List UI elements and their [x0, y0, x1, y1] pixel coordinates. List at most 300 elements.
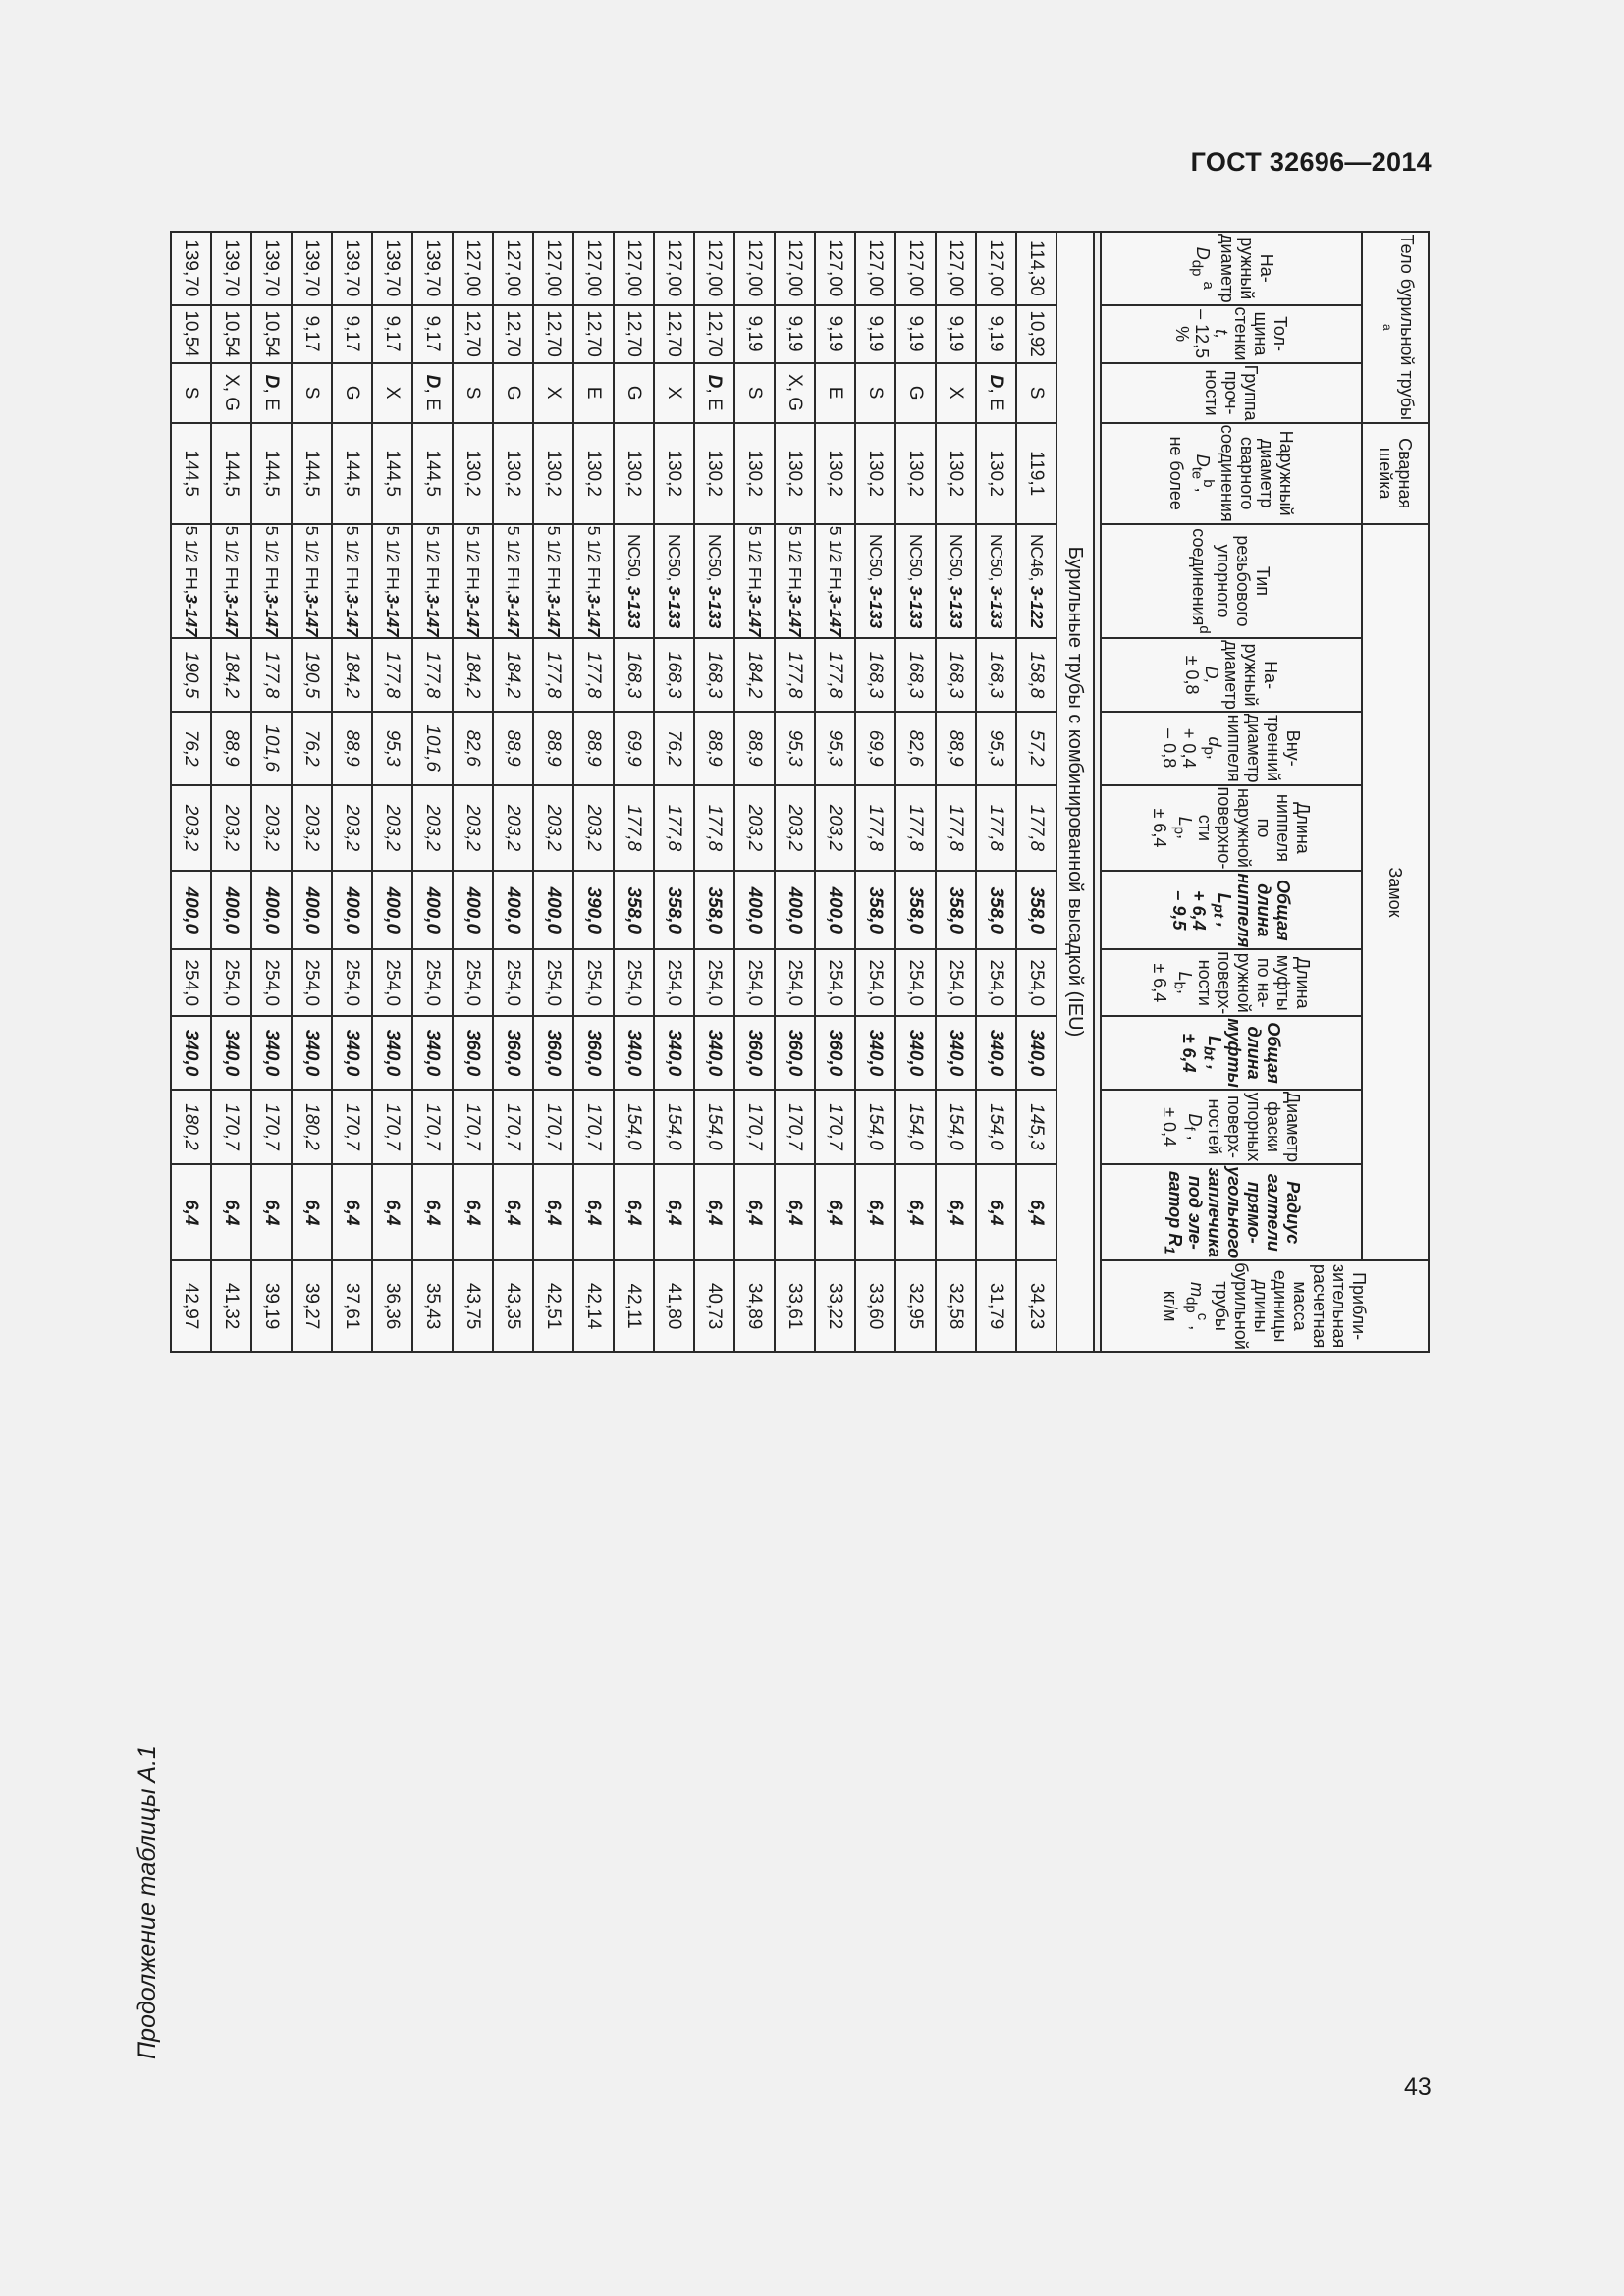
cell-rad: 6,4 — [171, 1164, 211, 1260]
table-row — [734, 232, 775, 1352]
cell-jod: 168,3 — [855, 638, 895, 712]
table-caption: Продолжение таблицы А.1 — [134, 1745, 161, 2059]
cell-btot: 360,0 — [573, 1016, 614, 1090]
cell-ptot: 400,0 — [412, 871, 453, 949]
cell-jod: 168,3 — [895, 638, 936, 712]
cell-mass: 43,75 — [453, 1260, 493, 1352]
cell-ptot: 358,0 — [976, 871, 1016, 949]
col-pin-length: Длина ниппеля по наружной поверхно- сти $L_p$, ± 6,4 — [1101, 785, 1362, 872]
cell-blen: 254,0 — [654, 949, 694, 1016]
thread-code: 3-147 — [463, 594, 483, 637]
cell-btot: 340,0 — [855, 1016, 895, 1090]
cell-weld: 144,5 — [372, 423, 412, 524]
thread-type: NC50, — [665, 534, 684, 586]
cell-btot: 340,0 — [976, 1016, 1016, 1090]
cell-ptot: 400,0 — [171, 871, 211, 949]
cell-wall: 10,54 — [251, 305, 292, 363]
cell-bev: 154,0 — [654, 1090, 694, 1164]
col-od: На- ружный диаметр $D_{dp}$ $^a$ — [1101, 232, 1362, 305]
cell-plen: 203,2 — [332, 785, 372, 872]
cell-weld: 130,2 — [976, 423, 1016, 524]
cell-wall: 12,70 — [614, 305, 654, 363]
grade-bold: D — [704, 374, 725, 389]
cell-bev: 170,7 — [372, 1090, 412, 1164]
grade-text: G — [623, 385, 644, 400]
cell-ptot: 400,0 — [493, 871, 533, 949]
cell-blen: 254,0 — [855, 949, 895, 1016]
table-row — [694, 232, 734, 1352]
cell-blen: 254,0 — [171, 949, 211, 1016]
grade-text: S — [865, 386, 886, 400]
grade-text: G — [503, 385, 523, 400]
cell-bev: 170,7 — [332, 1090, 372, 1164]
cell-grade — [533, 363, 573, 423]
thread-code: 3-133 — [866, 585, 886, 628]
cell-od: 127,00 — [936, 232, 976, 305]
col-box-length: Длина муфты по на- ружной поверх- ности $L_b$, ± 6,4 — [1101, 949, 1362, 1016]
cell-od: 139,70 — [211, 232, 251, 305]
thread-code: 3-147 — [544, 594, 564, 637]
cell-mass: 33,60 — [855, 1260, 895, 1352]
cell-plen: 177,8 — [936, 785, 976, 872]
cell-plen: 203,2 — [734, 785, 775, 872]
cell-plen: 177,8 — [694, 785, 734, 872]
cell-od: 127,00 — [654, 232, 694, 305]
cell-jod: 168,3 — [976, 638, 1016, 712]
cell-jod: 190,5 — [292, 638, 332, 712]
cell-blen: 254,0 — [614, 949, 654, 1016]
cell-od: 139,70 — [332, 232, 372, 305]
cell-thr — [815, 524, 855, 639]
cell-grade — [453, 363, 493, 423]
cell-ptot: 358,0 — [936, 871, 976, 949]
cell-pid: 76,2 — [292, 712, 332, 785]
cell-thr — [372, 524, 412, 639]
cell-od: 139,70 — [372, 232, 412, 305]
cell-pid: 69,9 — [855, 712, 895, 785]
grade-text: S — [301, 386, 322, 400]
col-weld-od: Наружный диаметр сварного соединения $D_{te}^b$, не более — [1101, 423, 1362, 524]
cell-jod: 177,8 — [815, 638, 855, 712]
cell-blen: 254,0 — [1016, 949, 1056, 1016]
section-title: Бурильные трубы с комбинированной высадкой (IEU) — [1056, 232, 1094, 1352]
grade-text: S — [181, 386, 201, 400]
col-pin-id: Вну- тренний диаметр ниппеля $d_p$, + 0,4 – 0,8 — [1101, 712, 1362, 785]
cell-bev: 170,7 — [453, 1090, 493, 1164]
thread-type: NC50, — [866, 534, 886, 586]
thread-code: 3-133 — [624, 585, 644, 628]
cell-btot: 340,0 — [614, 1016, 654, 1090]
cell-bev: 180,2 — [171, 1090, 211, 1164]
cell-od: 127,00 — [855, 232, 895, 305]
cell-thr — [1016, 524, 1056, 639]
table-row — [251, 232, 292, 1352]
cell-jod: 177,8 — [251, 638, 292, 712]
cell-btot: 360,0 — [734, 1016, 775, 1090]
col-wall: Тол- щина стенки t, – 12,5 % — [1101, 305, 1362, 363]
cell-blen: 254,0 — [533, 949, 573, 1016]
cell-weld: 130,2 — [775, 423, 815, 524]
cell-od: 127,00 — [573, 232, 614, 305]
cell-plen: 203,2 — [493, 785, 533, 872]
cell-mass: 39,27 — [292, 1260, 332, 1352]
cell-mass: 35,43 — [412, 1260, 453, 1352]
grade-text: X, G — [221, 374, 242, 412]
cell-plen: 203,2 — [775, 785, 815, 872]
cell-thr — [976, 524, 1016, 639]
cell-grade — [654, 363, 694, 423]
table-row — [332, 232, 372, 1352]
cell-plen: 177,8 — [895, 785, 936, 872]
grade-text: X — [382, 386, 403, 400]
cell-blen: 254,0 — [493, 949, 533, 1016]
cell-blen: 254,0 — [775, 949, 815, 1016]
cell-plen: 203,2 — [533, 785, 573, 872]
cell-blen: 254,0 — [734, 949, 775, 1016]
cell-weld: 130,2 — [573, 423, 614, 524]
cell-od: 127,00 — [694, 232, 734, 305]
cell-jod: 177,8 — [775, 638, 815, 712]
cell-wall: 9,17 — [292, 305, 332, 363]
cell-mass: 41,32 — [211, 1260, 251, 1352]
cell-bev: 170,7 — [251, 1090, 292, 1164]
cell-weld: 130,2 — [694, 423, 734, 524]
cell-od: 139,70 — [412, 232, 453, 305]
grade-text: G — [905, 385, 926, 400]
thread-code: 3-147 — [785, 594, 805, 637]
cell-od: 139,70 — [292, 232, 332, 305]
cell-od: 139,70 — [251, 232, 292, 305]
cell-mass: 39,19 — [251, 1260, 292, 1352]
cell-plen: 177,8 — [976, 785, 1016, 872]
cell-wall: 9,17 — [372, 305, 412, 363]
thread-type: NC50, — [624, 534, 644, 586]
cell-pid: 95,3 — [372, 712, 412, 785]
cell-pid: 69,9 — [614, 712, 654, 785]
rotated-table-container — [170, 231, 1430, 1353]
cell-blen: 254,0 — [332, 949, 372, 1016]
cell-weld: 130,2 — [533, 423, 573, 524]
cell-btot: 360,0 — [775, 1016, 815, 1090]
cell-blen: 254,0 — [976, 949, 1016, 1016]
cell-bev: 170,7 — [815, 1090, 855, 1164]
cell-wall: 12,70 — [573, 305, 614, 363]
group-header-weld-neck: Сварная шейка — [1362, 423, 1429, 524]
cell-plen: 203,2 — [453, 785, 493, 872]
cell-bev: 154,0 — [895, 1090, 936, 1164]
cell-weld: 130,2 — [815, 423, 855, 524]
cell-plen: 203,2 — [573, 785, 614, 872]
cell-plen: 203,2 — [292, 785, 332, 872]
cell-wall: 10,54 — [171, 305, 211, 363]
cell-wall: 9,19 — [734, 305, 775, 363]
grade-text: , E — [422, 388, 443, 411]
cell-wall: 12,70 — [694, 305, 734, 363]
cell-ptot: 358,0 — [855, 871, 895, 949]
grade-text: S — [462, 386, 483, 400]
table-row — [936, 232, 976, 1352]
cell-jod: 190,5 — [171, 638, 211, 712]
cell-ptot: 400,0 — [815, 871, 855, 949]
cell-jod: 177,8 — [412, 638, 453, 712]
cell-rad: 6,4 — [614, 1164, 654, 1260]
cell-grade — [815, 363, 855, 423]
cell-weld: 144,5 — [292, 423, 332, 524]
cell-ptot: 358,0 — [614, 871, 654, 949]
cell-plen: 203,2 — [412, 785, 453, 872]
cell-jod: 168,3 — [614, 638, 654, 712]
cell-blen: 254,0 — [372, 949, 412, 1016]
cell-pid: 82,6 — [895, 712, 936, 785]
thread-code: 3-133 — [665, 585, 684, 628]
cell-mass: 33,61 — [775, 1260, 815, 1352]
cell-bev: 170,7 — [412, 1090, 453, 1164]
cell-ptot: 400,0 — [453, 871, 493, 949]
cell-bev: 170,7 — [573, 1090, 614, 1164]
cell-thr — [211, 524, 251, 639]
cell-rad: 6,4 — [654, 1164, 694, 1260]
cell-thr — [493, 524, 533, 639]
cell-wall: 10,92 — [1016, 305, 1056, 363]
cell-rad: 6,4 — [332, 1164, 372, 1260]
cell-rad: 6,4 — [251, 1164, 292, 1260]
cell-btot: 340,0 — [372, 1016, 412, 1090]
cell-ptot: 400,0 — [734, 871, 775, 949]
cell-btot: 360,0 — [533, 1016, 573, 1090]
cell-od: 139,70 — [171, 232, 211, 305]
table-row — [211, 232, 251, 1352]
thread-type: 5 1/2 FH, — [383, 525, 403, 594]
cell-jod: 177,8 — [372, 638, 412, 712]
table-row — [493, 232, 533, 1352]
cell-pid: 101,6 — [412, 712, 453, 785]
cell-thr — [694, 524, 734, 639]
grade-text: E — [825, 386, 845, 400]
header-double-rule — [1094, 232, 1101, 1352]
cell-ptot: 358,0 — [895, 871, 936, 949]
cell-mass: 32,58 — [936, 1260, 976, 1352]
cell-thr — [614, 524, 654, 639]
cell-btot: 340,0 — [694, 1016, 734, 1090]
thread-code: 3-147 — [826, 594, 845, 637]
cell-blen: 254,0 — [895, 949, 936, 1016]
thread-code: 3-147 — [302, 594, 322, 637]
cell-blen: 254,0 — [694, 949, 734, 1016]
cell-grade — [251, 363, 292, 423]
cell-wall: 12,70 — [533, 305, 573, 363]
cell-pid: 95,3 — [775, 712, 815, 785]
cell-plen: 203,2 — [211, 785, 251, 872]
cell-jod: 168,3 — [936, 638, 976, 712]
cell-mass: 36,36 — [372, 1260, 412, 1352]
cell-btot: 340,0 — [251, 1016, 292, 1090]
cell-wall: 9,17 — [332, 305, 372, 363]
cell-jod: 177,8 — [573, 638, 614, 712]
cell-thr — [533, 524, 573, 639]
col-radius: Радиус галтели прямо- угольного заплечика под эле- ватор $R_1$ — [1101, 1164, 1362, 1260]
col-bevel: Диаметр фаски упорных поверх- ностей $D_f$ , ± 0,4 — [1101, 1090, 1362, 1164]
cell-wall: 10,54 — [211, 305, 251, 363]
cell-grade — [493, 363, 533, 423]
cell-bev: 170,7 — [211, 1090, 251, 1164]
grade-text: X — [946, 386, 966, 400]
cell-od: 127,00 — [734, 232, 775, 305]
cell-plen: 177,8 — [614, 785, 654, 872]
cell-weld: 130,2 — [734, 423, 775, 524]
table-row — [1016, 232, 1056, 1352]
cell-plen: 203,2 — [251, 785, 292, 872]
thread-code: 3-147 — [745, 594, 765, 637]
cell-mass: 37,61 — [332, 1260, 372, 1352]
cell-weld: 130,2 — [936, 423, 976, 524]
cell-rad: 6,4 — [815, 1164, 855, 1260]
grade-text: , E — [261, 388, 282, 411]
cell-thr — [412, 524, 453, 639]
cell-btot: 340,0 — [211, 1016, 251, 1090]
grade-text: X — [543, 386, 564, 400]
cell-od: 127,00 — [614, 232, 654, 305]
cell-thr — [453, 524, 493, 639]
grade-bold: D — [261, 374, 282, 389]
cell-thr — [936, 524, 976, 639]
cell-blen: 254,0 — [453, 949, 493, 1016]
cell-jod: 184,2 — [734, 638, 775, 712]
group-header-tool-joint: Замок — [1362, 524, 1429, 1261]
grade-text: E — [583, 386, 604, 400]
cell-rad: 6,4 — [976, 1164, 1016, 1260]
cell-thr — [251, 524, 292, 639]
cell-pid: 76,2 — [171, 712, 211, 785]
thread-code: 3-147 — [584, 594, 604, 637]
thread-type: NC50, — [705, 534, 725, 586]
cell-ptot: 400,0 — [775, 871, 815, 949]
cell-mass: 34,23 — [1016, 1260, 1056, 1352]
cell-blen: 254,0 — [412, 949, 453, 1016]
table-row — [412, 232, 453, 1352]
cell-pid: 88,9 — [332, 712, 372, 785]
table-row — [614, 232, 654, 1352]
cell-btot: 340,0 — [654, 1016, 694, 1090]
thread-code: 3-133 — [987, 585, 1006, 628]
cell-bev: 170,7 — [493, 1090, 533, 1164]
cell-weld: 144,5 — [332, 423, 372, 524]
table-row — [654, 232, 694, 1352]
thread-code: 3-147 — [343, 594, 362, 637]
cell-weld: 144,5 — [211, 423, 251, 524]
cell-weld: 130,2 — [654, 423, 694, 524]
cell-rad: 6,4 — [734, 1164, 775, 1260]
table-row — [171, 232, 211, 1352]
thread-type: 5 1/2 FH, — [182, 525, 201, 594]
cell-pid: 76,2 — [654, 712, 694, 785]
cell-grade — [855, 363, 895, 423]
cell-bev: 154,0 — [855, 1090, 895, 1164]
cell-mass: 31,79 — [976, 1260, 1016, 1352]
cell-weld: 130,2 — [453, 423, 493, 524]
cell-grade — [332, 363, 372, 423]
thread-code: 3-147 — [182, 594, 201, 637]
thread-type: 5 1/2 FH, — [785, 525, 805, 594]
cell-rad: 6,4 — [493, 1164, 533, 1260]
cell-pid: 88,9 — [533, 712, 573, 785]
cell-plen: 203,2 — [815, 785, 855, 872]
table-row — [815, 232, 855, 1352]
cell-rad: 6,4 — [412, 1164, 453, 1260]
cell-jod: 184,2 — [332, 638, 372, 712]
grade-text: X — [664, 386, 684, 400]
cell-wall: 9,19 — [895, 305, 936, 363]
cell-grade — [775, 363, 815, 423]
cell-jod: 168,3 — [694, 638, 734, 712]
cell-grade — [292, 363, 332, 423]
thread-type: NC46, — [1027, 534, 1047, 586]
grade-text: S — [1026, 386, 1047, 400]
cell-plen: 203,2 — [171, 785, 211, 872]
cell-weld: 144,5 — [171, 423, 211, 524]
cell-pid: 88,9 — [211, 712, 251, 785]
cell-wall: 12,70 — [493, 305, 533, 363]
cell-grade — [573, 363, 614, 423]
cell-grade — [694, 363, 734, 423]
cell-btot: 360,0 — [453, 1016, 493, 1090]
cell-pid: 57,2 — [1016, 712, 1056, 785]
cell-grade — [976, 363, 1016, 423]
table-row — [533, 232, 573, 1352]
table-row — [372, 232, 412, 1352]
cell-weld: 144,5 — [412, 423, 453, 524]
group-header-pipe-body: Тело бурильной трубы $^a$ — [1362, 232, 1429, 423]
cell-grade — [1016, 363, 1056, 423]
cell-mass: 32,95 — [895, 1260, 936, 1352]
cell-ptot: 400,0 — [251, 871, 292, 949]
cell-rad: 6,4 — [211, 1164, 251, 1260]
table-row — [855, 232, 895, 1352]
cell-mass: 42,14 — [573, 1260, 614, 1352]
cell-grade — [895, 363, 936, 423]
cell-blen: 254,0 — [815, 949, 855, 1016]
cell-thr — [573, 524, 614, 639]
cell-wall: 9,17 — [412, 305, 453, 363]
thread-type: 5 1/2 FH, — [504, 525, 523, 594]
cell-rad: 6,4 — [533, 1164, 573, 1260]
cell-wall: 9,19 — [855, 305, 895, 363]
col-box-total: Общая длина муфты $L_{bt}$ , ± 6,4 — [1101, 1016, 1362, 1090]
thread-code: 3-122 — [1027, 585, 1047, 628]
cell-btot: 340,0 — [1016, 1016, 1056, 1090]
cell-bev: 170,7 — [533, 1090, 573, 1164]
cell-od: 127,00 — [815, 232, 855, 305]
cell-ptot: 358,0 — [654, 871, 694, 949]
grade-bold: D — [422, 374, 443, 389]
cell-od: 127,00 — [895, 232, 936, 305]
cell-ptot: 390,0 — [573, 871, 614, 949]
cell-plen: 177,8 — [855, 785, 895, 872]
cell-thr — [734, 524, 775, 639]
col-mass: Прибли- зительная расчетная масса единицы длины бурильной трубы $m_{dp}^c$ , кг/м — [1101, 1260, 1429, 1352]
thread-code: 3-147 — [504, 594, 523, 637]
cell-od: 127,00 — [533, 232, 573, 305]
cell-rad: 6,4 — [573, 1164, 614, 1260]
table-row — [573, 232, 614, 1352]
cell-pid: 88,9 — [734, 712, 775, 785]
table-row — [453, 232, 493, 1352]
cell-rad: 6,4 — [694, 1164, 734, 1260]
cell-rad: 6,4 — [292, 1164, 332, 1260]
cell-plen: 203,2 — [372, 785, 412, 872]
thread-type: NC50, — [947, 534, 966, 586]
cell-bev: 154,0 — [936, 1090, 976, 1164]
cell-pid: 88,9 — [493, 712, 533, 785]
